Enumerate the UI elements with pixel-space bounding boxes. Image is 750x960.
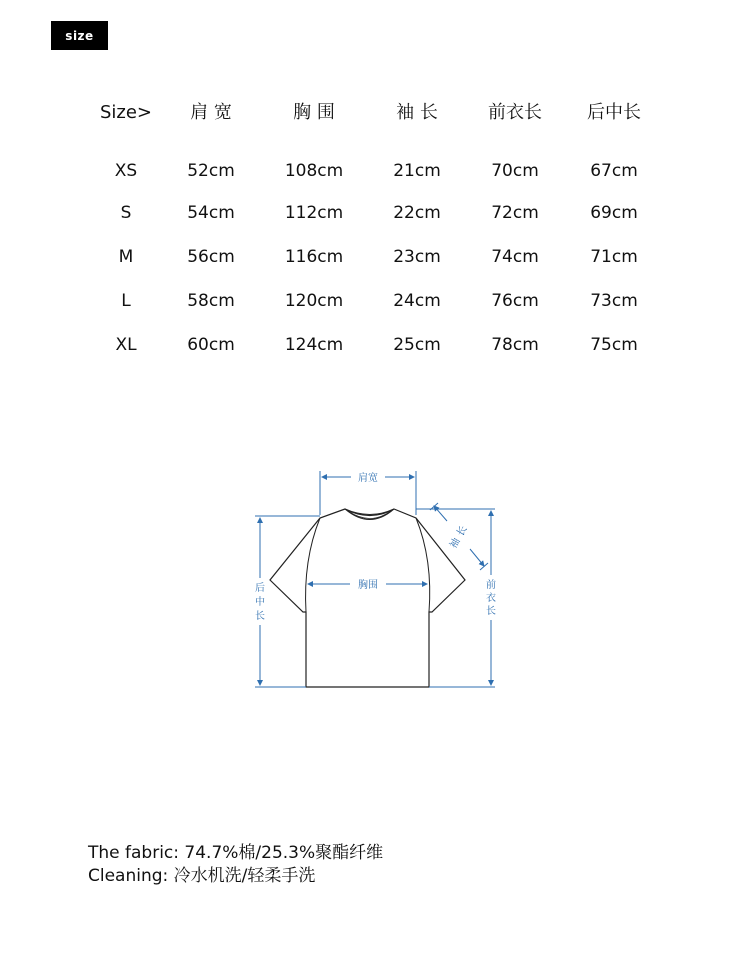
- size-cell: M: [118, 247, 134, 267]
- sleeve-label-1: 袖: [448, 536, 463, 551]
- shoulder-cell: 60cm: [187, 335, 235, 355]
- back-length-cell: 75cm: [590, 335, 638, 355]
- sleeve-cell: 23cm: [393, 247, 441, 267]
- header-sleeve-length: 袖 长: [396, 102, 438, 123]
- table-row: [0, 330, 750, 360]
- table-row: [0, 156, 750, 186]
- header-front-length: 前衣长: [488, 102, 542, 123]
- header-chest: 胸 围: [293, 102, 335, 123]
- tshirt-measurement-diagram: [240, 465, 510, 700]
- front-length-label-3: 长: [486, 606, 496, 617]
- header-size: Size>: [99, 102, 153, 123]
- shoulder-cell: 58cm: [187, 291, 235, 311]
- chest-cell: 112cm: [284, 203, 344, 223]
- cleaning-info: Cleaning: 冷水机洗/轻柔手洗: [88, 866, 316, 886]
- back-length-label-2: 中: [255, 597, 265, 608]
- shoulder-width-label: 肩宽: [358, 473, 378, 484]
- front-length-cell: 72cm: [491, 203, 539, 223]
- chest-cell: 124cm: [284, 335, 344, 355]
- front-length-cell: 76cm: [491, 291, 539, 311]
- table-row: [0, 242, 750, 272]
- product-info: [88, 842, 383, 888]
- front-length-label-2: 衣: [486, 593, 496, 604]
- sleeve-cell: 24cm: [393, 291, 441, 311]
- back-length-cell: 67cm: [590, 161, 638, 181]
- header-shoulder-width: 肩 宽: [190, 102, 232, 123]
- size-cell: L: [121, 291, 131, 311]
- size-cell: S: [120, 203, 132, 223]
- fabric-info: The fabric: 74.7%棉/25.3%聚酯纤维: [88, 843, 384, 863]
- table-row: [0, 198, 750, 228]
- back-length-label-1: 后: [255, 583, 265, 594]
- front-length-cell: 70cm: [491, 161, 539, 181]
- size-badge: size: [51, 21, 108, 50]
- chest-cell: 108cm: [284, 161, 344, 181]
- back-length-label-3: 长: [255, 611, 265, 622]
- table-row: [0, 286, 750, 316]
- table-header-row: [0, 98, 750, 128]
- sleeve-cell: 25cm: [393, 335, 441, 355]
- front-length-cell: 74cm: [491, 247, 539, 267]
- size-cell: XS: [114, 161, 138, 181]
- header-back-length: 后中长: [587, 102, 641, 123]
- front-length-label-1: 前: [486, 580, 496, 591]
- shoulder-cell: 56cm: [187, 247, 235, 267]
- chest-label: 胸围: [358, 580, 378, 591]
- shoulder-cell: 54cm: [187, 203, 235, 223]
- chest-cell: 120cm: [284, 291, 344, 311]
- size-cell: XL: [115, 335, 137, 355]
- back-length-cell: 71cm: [590, 247, 638, 267]
- tshirt-outline: [270, 509, 465, 687]
- shoulder-cell: 52cm: [187, 161, 235, 181]
- sleeve-cell: 22cm: [393, 203, 441, 223]
- sleeve-cell: 21cm: [393, 161, 441, 181]
- back-length-cell: 73cm: [590, 291, 638, 311]
- sleeve-label-2: 长: [455, 524, 470, 539]
- chest-cell: 116cm: [284, 247, 344, 267]
- back-length-cell: 69cm: [590, 203, 638, 223]
- front-length-cell: 78cm: [491, 335, 539, 355]
